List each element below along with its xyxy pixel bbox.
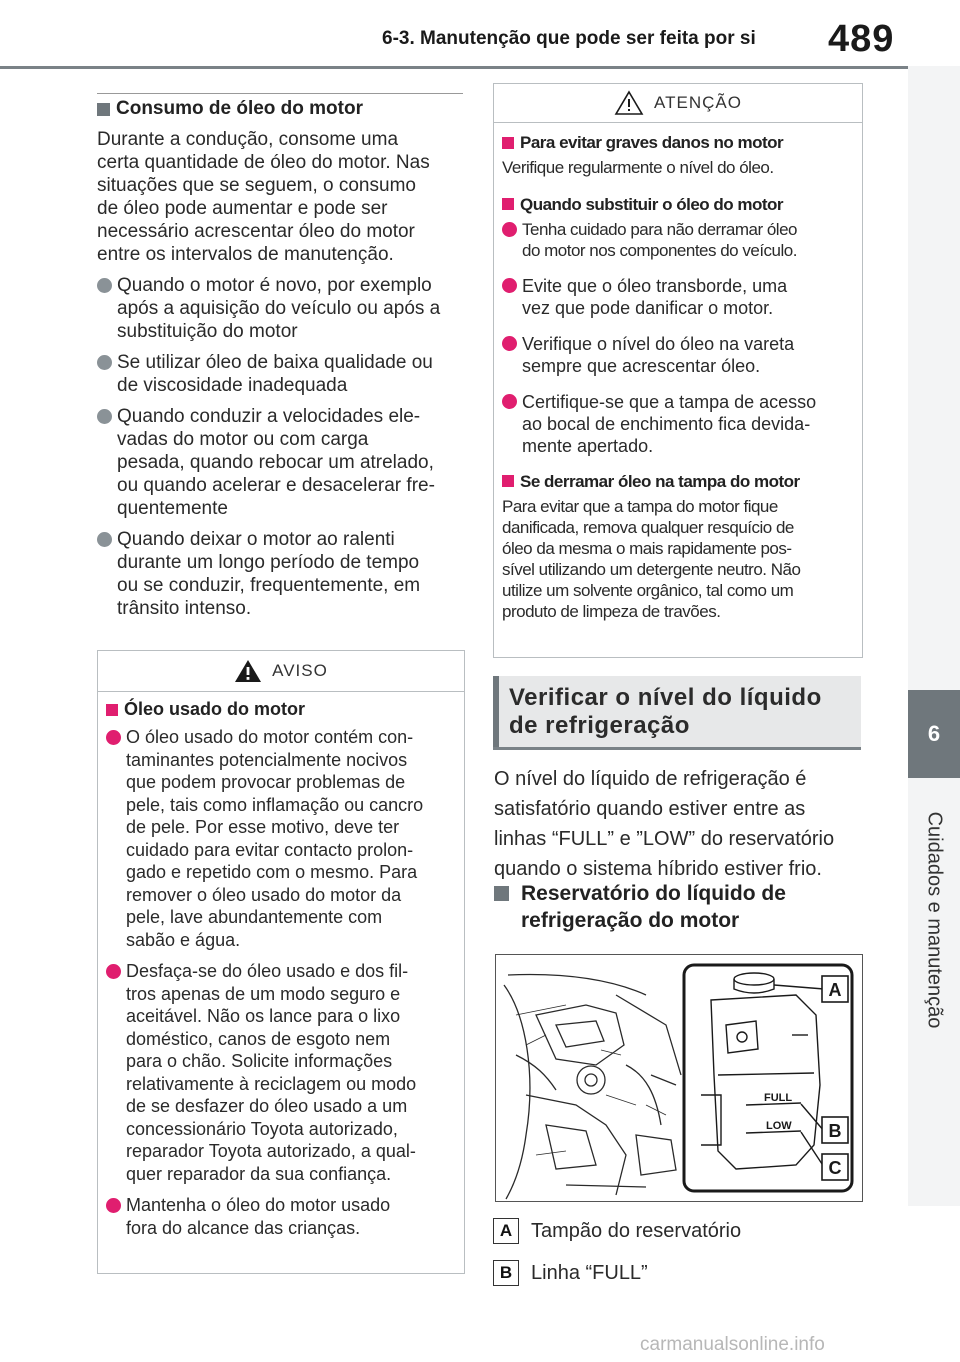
warning-box-header: AVISO bbox=[98, 651, 464, 692]
chapter-label: Cuidados e manutenção bbox=[923, 811, 946, 1029]
circle-bullet-icon bbox=[97, 355, 112, 370]
square-bullet-icon bbox=[106, 704, 118, 716]
caution-triangle-icon bbox=[614, 90, 644, 116]
list-item: O óleo usado do motor contém con- taminantes potencialmente nocivos que podem provocar problemas de pele, tais como inflamação ou cancro de pele. Por esse motivo, deve ter cuidado para evitar contacto prolon- gado e repetido com o mesmo. Para remover o óleo usado do motor da pele, lave abundantemente com sabão e água. bbox=[106, 726, 456, 951]
circle-bullet-icon bbox=[106, 730, 121, 745]
warning-triangle-icon bbox=[234, 659, 262, 683]
list-item: Tenha cuidado para não derramar óleo do motor nos componentes do veículo. bbox=[502, 219, 854, 261]
circle-bullet-icon bbox=[106, 964, 121, 979]
square-bullet-icon bbox=[97, 103, 110, 116]
subsection-heading: Reservatório do líquido de refrigeração do motor bbox=[494, 880, 786, 934]
square-bullet-icon bbox=[502, 198, 514, 210]
caution-heading: Para evitar graves danos no motor bbox=[502, 132, 854, 153]
coolant-reservoir-figure bbox=[495, 954, 863, 1202]
caution-heading: Se derramar óleo na tampa do motor bbox=[502, 471, 854, 492]
square-bullet-icon bbox=[494, 886, 509, 901]
caption-text: Tampão do reservatório bbox=[531, 1219, 742, 1242]
circle-bullet-icon bbox=[106, 1198, 121, 1213]
circle-bullet-icon bbox=[502, 394, 517, 409]
running-header: 6-3. Manutenção que pode ser feita por si bbox=[382, 28, 756, 49]
header-rule bbox=[0, 66, 960, 69]
caption-label: B bbox=[493, 1260, 519, 1286]
chapter-number-tab: 6 bbox=[908, 690, 960, 778]
low-mark-label: LOW bbox=[766, 1120, 792, 1132]
svg-text:A: A bbox=[828, 980, 842, 1000]
side-tab-background bbox=[908, 66, 960, 1206]
callout-a bbox=[822, 976, 848, 1002]
caution-box-header: ATENÇÃO bbox=[494, 84, 862, 123]
warning-heading: Óleo usado do motor bbox=[106, 699, 456, 720]
caption-label: A bbox=[493, 1218, 519, 1244]
circle-bullet-icon bbox=[97, 409, 112, 424]
section-title: Verificar o nível do líquido de refrigeração bbox=[493, 676, 861, 750]
watermark: carmanualsonline.info bbox=[640, 1334, 825, 1355]
list-item: Se utilizar óleo de baixa qualidade ou de viscosidade inadequada bbox=[97, 351, 463, 397]
list-item: Desfaça-se do óleo usado e dos fil- tros apenas de um modo seguro e aceitável. Não os lance para o lixo doméstico, canos de esgoto nem para o chão. Solicite informações relativamente à reciclagem ou modo de se desfazer do óleo usado a um concessionário Toyota autorizado, reparador Toyota autorizado, a qual- quer reparador da sua confiança. bbox=[106, 960, 456, 1185]
caption-b bbox=[493, 1260, 648, 1286]
square-bullet-icon bbox=[502, 137, 514, 149]
section-rule bbox=[97, 93, 463, 94]
caution-text: Para evitar que a tampa do motor fique danificada, remova qualquer resquício de óleo da mesma o mais rapidamente pos- sível utilizando um detergente neutro. Não utilize um solvente orgânico, tal como um produto de limpeza de travões. bbox=[502, 496, 801, 621]
list-item: Evite que o óleo transborde, uma vez que pode danificar o motor. bbox=[502, 275, 854, 319]
circle-bullet-icon bbox=[502, 336, 517, 351]
section-heading: Consumo de óleo do motor bbox=[97, 98, 463, 120]
svg-text:C: C bbox=[828, 1158, 842, 1178]
square-bullet-icon bbox=[502, 475, 514, 487]
list-item: Verifique o nível do óleo na vareta sempre que acrescentar óleo. bbox=[502, 333, 854, 377]
circle-bullet-icon bbox=[97, 278, 112, 293]
caption-text: Linha “FULL” bbox=[531, 1261, 648, 1284]
coolant-paragraph: O nível do líquido de refrigeração é satisfatório quando estiver entre as linhas “FULL” e ”LOW” do reservatório quando o sistema híbrido estiver frio. bbox=[494, 768, 835, 880]
caution-text: Verifique regularmente o nível do óleo. bbox=[502, 158, 774, 177]
list-item: Quando deixar o motor ao ralenti durante um longo período de tempo ou se conduzir, frequentemente, em trânsito intenso. bbox=[97, 528, 463, 620]
page-number: 489 bbox=[828, 18, 895, 60]
list-item: Certifique-se que a tampa de acesso ao bocal de enchimento fica devida- mente apertado. bbox=[502, 391, 854, 457]
warning-box bbox=[97, 650, 465, 1274]
oil-consumption-section bbox=[97, 98, 463, 620]
engine-bay-illustration bbox=[496, 955, 862, 1201]
circle-bullet-icon bbox=[502, 222, 517, 237]
list-item: Mantenha o óleo do motor usado fora do alcance das crianças. bbox=[106, 1194, 456, 1239]
circle-bullet-icon bbox=[97, 532, 112, 547]
list-item: Quando o motor é novo, por exemplo após a aquisição do veículo ou após a substituição do motor bbox=[97, 274, 463, 343]
caution-heading: Quando substituir o óleo do motor bbox=[502, 194, 854, 215]
circle-bullet-icon bbox=[502, 278, 517, 293]
list-item: Quando conduzir a velocidades ele- vadas do motor ou com carga pesada, quando rebocar um atrelado, ou quando acelerar e desacelerar fre- quentemente bbox=[97, 405, 463, 520]
caption-a bbox=[493, 1218, 741, 1244]
caution-box bbox=[493, 83, 863, 658]
section-paragraph: Durante a condução, consome uma certa quantidade de óleo do motor. Nas situações que se seguem, o consumo de óleo pode aumentar e pode ser necessário acrescentar óleo do motor entre os intervalos de manutenção. bbox=[97, 129, 430, 265]
callout-b bbox=[822, 1117, 848, 1143]
full-mark-label: FULL bbox=[764, 1092, 793, 1104]
svg-text:B: B bbox=[828, 1121, 842, 1141]
callout-c bbox=[822, 1154, 848, 1180]
